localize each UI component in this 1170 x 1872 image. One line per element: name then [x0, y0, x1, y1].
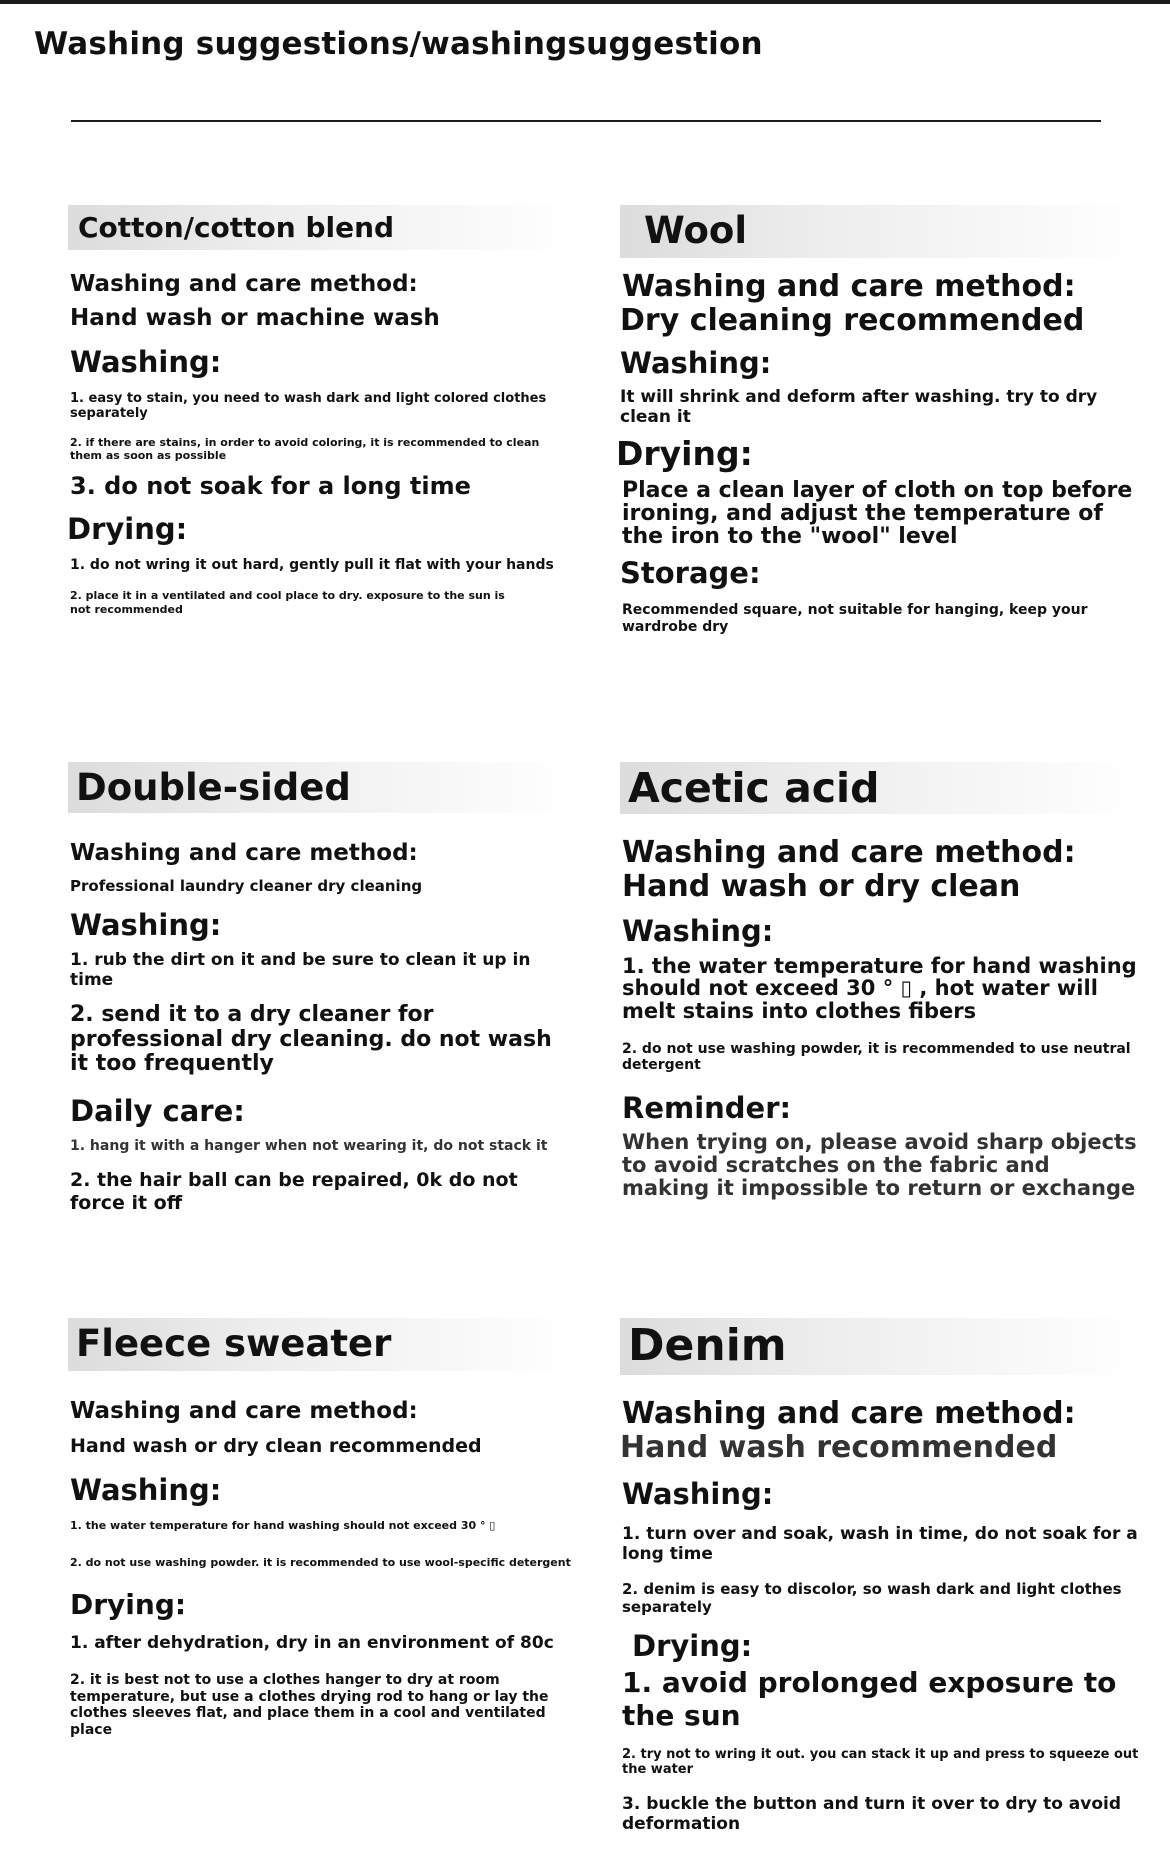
drying-item-2: 2. place it in a ventilated and cool place to dry. exposure to the sun is not recommended: [70, 589, 505, 616]
washing-heading: Washing:: [70, 1472, 222, 1507]
method-label: Washing and care method:: [622, 835, 1076, 870]
reminder-heading: Reminder:: [622, 1091, 792, 1126]
method-value: Hand wash or dry clean recommended: [70, 1434, 482, 1457]
section-title: Cotton/cotton blend: [68, 205, 575, 250]
section-title: Acetic acid: [620, 762, 1142, 814]
drying-item-1: 1. avoid prolonged exposure to the sun: [622, 1665, 1117, 1733]
drying-heading: Drying:: [632, 1629, 753, 1664]
care-item-2: 2. the hair ball can be repaired, 0k do not force it off: [70, 1168, 518, 1214]
section-fleece-sweater: [70, 1318, 575, 1739]
section-title: Denim: [620, 1318, 1142, 1375]
method-label: Washing and care method:: [70, 271, 418, 297]
divider-line: [71, 120, 1101, 122]
section-title: Double-sided: [68, 762, 575, 813]
storage-heading: Storage:: [620, 555, 761, 590]
washing-item-2: 2. send it to a dry cleaner for professional dry cleaning. do not wash it too frequently: [70, 1001, 552, 1077]
method-value: Professional laundry cleaner dry cleaning: [70, 876, 423, 895]
washing-text: It will shrink and deform after washing. try to dry clean it: [620, 386, 1098, 427]
washing-item-3: 3. do not soak for a long time: [70, 472, 471, 501]
washing-heading: Washing:: [620, 346, 772, 381]
page-title: Washing suggestions/washingsuggestion: [34, 26, 763, 62]
method-label: Washing and care method:: [622, 1396, 1076, 1431]
washing-item-2: 2. do not use washing powder, it is recommended to use neutral detergent: [622, 1040, 1131, 1074]
section-cotton: [67, 205, 575, 616]
section-double-sided: [70, 762, 575, 1214]
washing-heading: Washing:: [622, 914, 774, 949]
washing-item-1: 1. the water temperature for hand washing should not exceed 30 ° ▯ , hot water will melt stains into clothes fibers: [622, 953, 1137, 1023]
drying-item-1: 1. after dehydration, dry in an environment of 80c: [70, 1633, 554, 1654]
method-value: Dry cleaning recommended: [620, 302, 1085, 338]
drying-heading: Drying:: [67, 512, 188, 547]
drying-heading: Drying:: [616, 434, 753, 474]
method-value: Hand wash or dry clean: [622, 868, 1021, 904]
drying-heading: Drying:: [70, 1588, 187, 1622]
washing-item-1: 1. easy to stain, you need to wash dark and light colored clothes separately: [70, 390, 547, 422]
washing-heading: Washing:: [70, 907, 222, 942]
washing-heading: Washing:: [70, 344, 222, 379]
washing-item-2: 2. do not use washing powder. it is recommended to use wool-specific detergent: [70, 1556, 571, 1570]
reminder-text: When trying on, please avoid sharp objects to avoid scratches on the fabric and making it impossible to return or exchange: [622, 1130, 1137, 1200]
care-item-1: 1. hang it with a hanger when not wearing it, do not stack it: [70, 1138, 548, 1155]
washing-heading: Washing:: [622, 1477, 774, 1512]
section-denim: [622, 1318, 1142, 1835]
washing-item-2: 2. denim is easy to discolor, so wash dark and light clothes separately: [622, 1580, 1122, 1617]
storage-text: Recommended square, not suitable for hanging, keep your wardrobe dry: [622, 601, 1088, 635]
drying-item-1: 1. do not wring it out hard, gently pull it flat with your hands: [70, 556, 554, 573]
washing-item-2: 2. if there are stains, in order to avoid coloring, it is recommended to clean them as soon as possible: [70, 436, 540, 463]
daily-care-heading: Daily care:: [70, 1093, 245, 1128]
method-value: Hand wash or machine wash: [70, 304, 440, 331]
section-title: Fleece sweater: [68, 1318, 575, 1371]
method-label: Washing and care method:: [70, 1398, 418, 1424]
drying-text: Place a clean layer of cloth on top before ironing, and adjust the temperature of the iron to the "wool" level: [622, 478, 1133, 550]
washing-item-1: 1. rub the dirt on it and be sure to clean it up in time: [70, 950, 531, 991]
washing-item-1: 1. the water temperature for hand washing should not exceed 30 ° ▯: [70, 1518, 496, 1532]
section-title: Wool: [620, 205, 1142, 258]
method-value: Hand wash recommended: [620, 1429, 1058, 1465]
washing-item-1: 1. turn over and soak, wash in time, do not soak for a long time: [622, 1523, 1138, 1564]
section-wool: [616, 205, 1142, 635]
drying-item-2: 2. it is best not to use a clothes hanger to dry at room temperature, but use a clothes drying rod to hang or lay the clothes sleeves flat, and place them in a cool and ventilated place: [70, 1671, 549, 1739]
top-border: [0, 0, 1170, 4]
method-label: Washing and care method:: [622, 269, 1076, 304]
drying-item-2: 2. try not to wring it out. you can stack it up and press to squeeze out the water: [622, 1746, 1139, 1778]
method-label: Washing and care method:: [70, 840, 418, 866]
section-acetic-acid: [622, 762, 1142, 1200]
drying-item-3: 3. buckle the button and turn it over to dry to avoid deformation: [622, 1794, 1122, 1835]
